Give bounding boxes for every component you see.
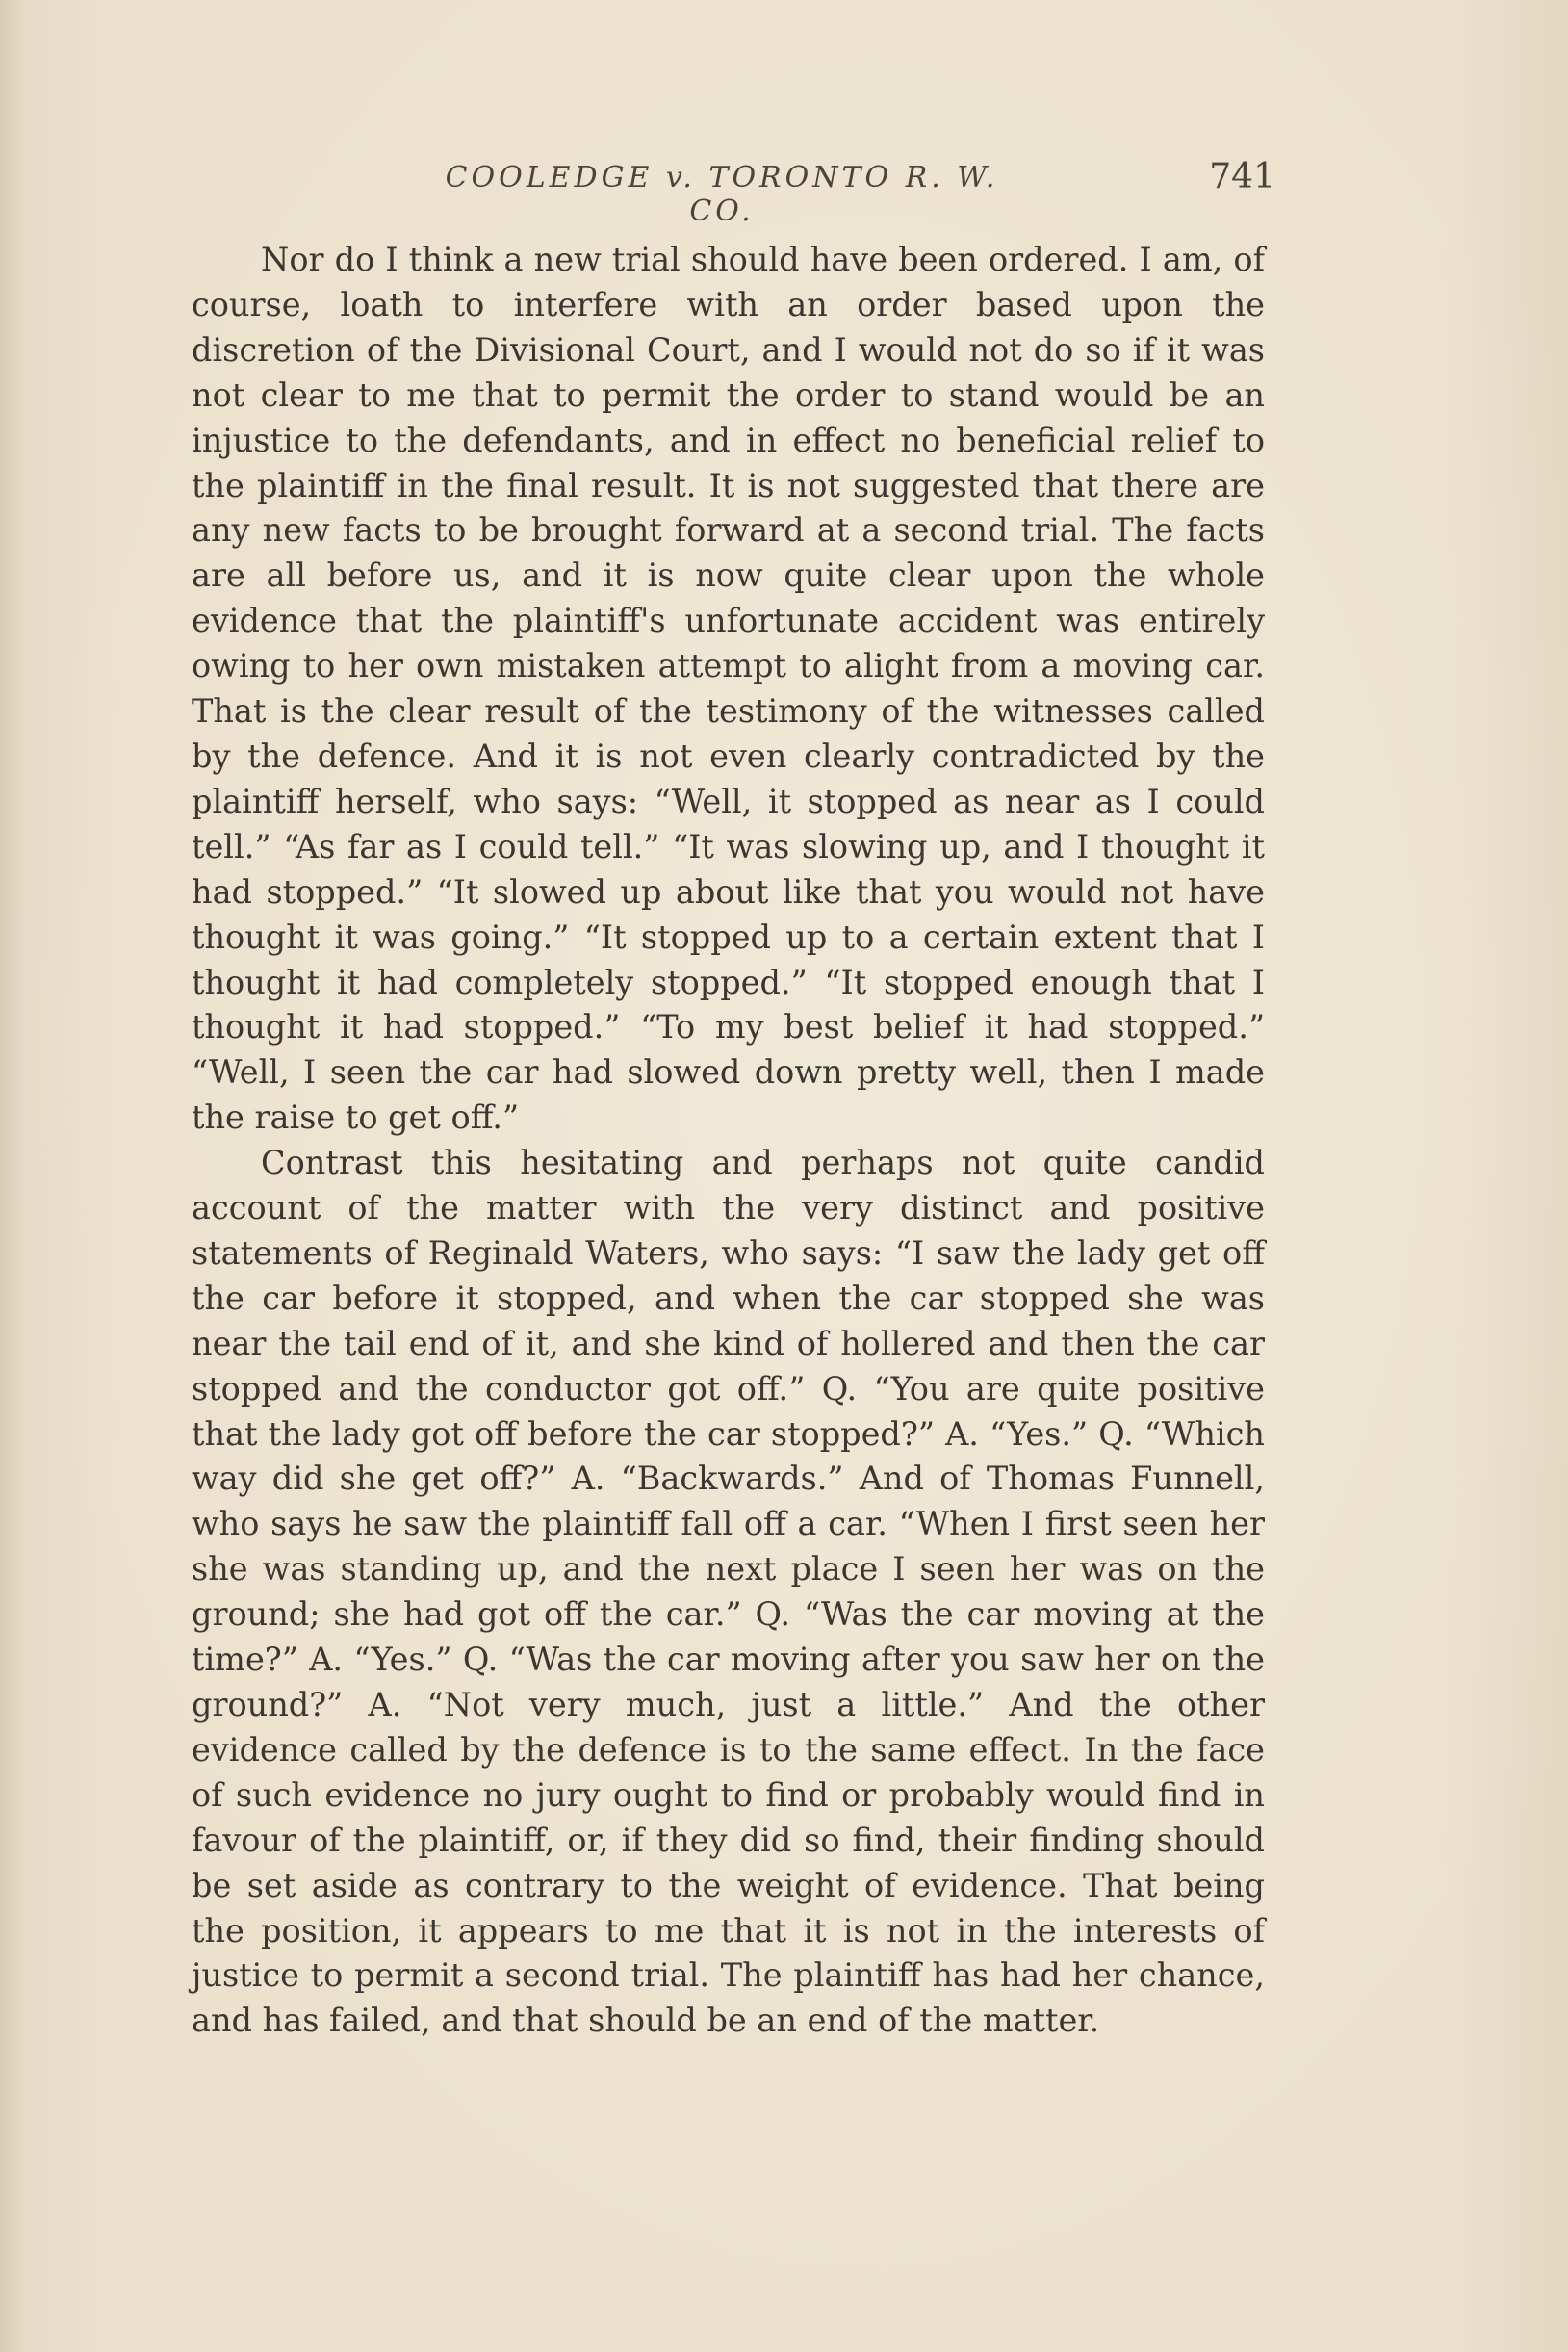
- running-head: COOLEDGE v. TORONTO R. W. CO.: [445, 161, 999, 228]
- page-number: 741: [1209, 157, 1275, 196]
- page-header: [193, 157, 1275, 228]
- paragraph: Contrast this hesitating and perhaps not quite candid account of the matter with the very distinct and positive statements of Reginald Waters, who says: “I saw the lady get off the car before it stopped, and when the car stopped she was near the tail end of it, and she kind of hollered and then the car stopped and the conductor got off.” Q. “You are quite positive that the lady got off before the car stopped?” A. “Yes.” Q. “Which way did she get off?” A. “Backwards.” And of Thomas Funnell, who says he saw the plaintiff fall off a car. “When I first seen her she was standing up, and the next place I seen her was on the ground; she had got off the car.” Q. “Was the car moving at the time?” A. “Yes.” Q. “Was the car moving after you saw her on the ground?” A. “Not very much, just a little.” And the other evidence called by the defence is to the same effect. In the face of such evidence no jury ought to find or probably would find in favour of the plaintiff, or, if they did so find, their finding should be set aside as contrary to the weight of evidence. That being the position, it appears to me that it is not in the interests of justice to permit a second trial. The plaintiff has had her chance, and has failed, and that should be an end of the matter.: [192, 1144, 1265, 2040]
- body-text: [192, 238, 1265, 2044]
- paragraph: Nor do I think a new trial should have been ordered. I am, of course, loath to interfere with an order based upon the discretion of the Divisional Court, and I would not do so if it was not clear to me that to permit the order to stand would be an injustice to the defendants, and in effect no beneficial relief to the plaintiff in the final result. It is not suggested that there are any new facts to be brought forward at a second trial. The facts are all before us, and it is now quite clear upon the whole evidence that the plaintiff's unfortunate accident was entirely owing to her own mistaken attempt to alight from a moving car. That is the clear result of the testimony of the witnesses called by the defence. And it is not even clearly contradicted by the plaintiff herself, who says: “Well, it stopped as near as I could tell.” “As far as I could tell.” “It was slowing up, and I thought it had stopped.” “It slowed up about like that you would not have thought it was going.” “It stopped up to a certain extent that I thought it had completely stopped.” “It stopped enough that I thought it had stopped.” “To my best belief it had stopped.” “Well, I seen the car had slowed down pretty well, then I made the raise to get off.”: [192, 241, 1265, 1137]
